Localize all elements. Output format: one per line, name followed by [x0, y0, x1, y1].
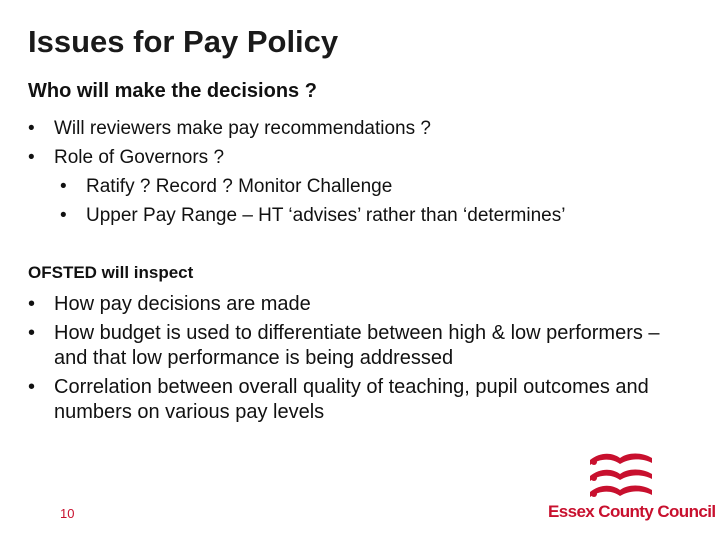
list-item — [28, 321, 688, 371]
list-item-text: How budget is used to differentiate between high & low performers – and that low performance is being addressed — [54, 322, 660, 369]
list-item — [28, 143, 688, 172]
slide-title: Issues for Pay Policy — [28, 24, 339, 59]
essex-seaxes-icon — [586, 450, 656, 502]
ofsted-list — [28, 292, 688, 429]
list-item-text: Correlation between overall quality of teaching, pupil outcomes and numbers on various pay levels — [54, 376, 649, 423]
bullet: • — [28, 147, 35, 168]
decisions-list — [28, 114, 688, 230]
bullet: • — [60, 205, 67, 226]
subheading-ofsted: OFSTED will inspect — [28, 263, 194, 282]
list-item — [28, 292, 688, 317]
list-item-text: Role of Governors ? — [54, 147, 225, 168]
sub-list-item — [60, 172, 688, 201]
logo-text: Essex County Council — [548, 502, 716, 521]
list-item — [28, 114, 688, 143]
subheading-decisions: Who will make the decisions ? — [28, 80, 317, 102]
list-item-text: Will reviewers make pay recommendations ? — [54, 118, 431, 139]
bullet: • — [60, 176, 67, 197]
list-item-text: How pay decisions are made — [54, 293, 311, 315]
list-item-text: Upper Pay Range – HT ‘advises’ rather than ‘determines’ — [86, 205, 566, 226]
list-item — [28, 375, 688, 425]
essex-county-council-logo — [548, 450, 718, 530]
bullet: • — [28, 293, 36, 315]
bullet: • — [28, 118, 35, 139]
bullet: • — [28, 376, 36, 398]
page-number: 10 — [60, 506, 75, 521]
list-item-text: Ratify ? Record ? Monitor Challenge — [86, 176, 393, 197]
bullet: • — [28, 322, 36, 344]
sub-list-item — [60, 201, 688, 230]
